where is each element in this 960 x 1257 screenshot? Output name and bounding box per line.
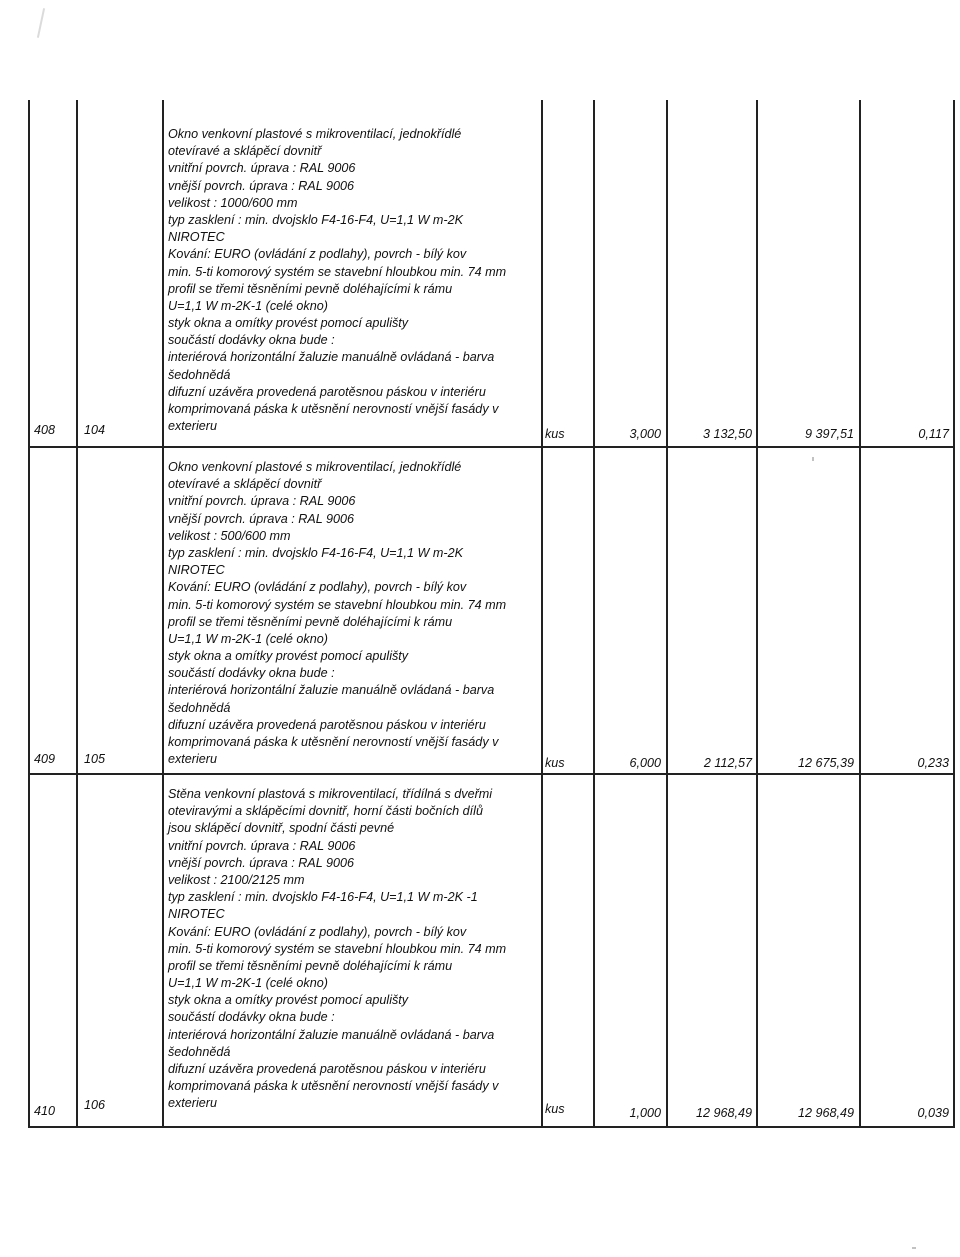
description-line: exterieru (168, 1096, 217, 1111)
description-line: exterieru (168, 419, 217, 434)
description-line: U=1,1 W m-2K-1 (celé okno) (168, 976, 328, 991)
description-line: vnitřní povrch. úprava : RAL 9006 (168, 494, 356, 509)
description-line: interiérová horizontální žaluzie manuálně ovládaná - barva (168, 683, 495, 698)
scan-artifact (812, 457, 814, 461)
description-line: vnitřní povrch. úprava : RAL 9006 (168, 161, 356, 176)
item-code: 106 (84, 1098, 106, 1112)
description-line: součástí dodávky okna bude : (168, 333, 335, 348)
description-line: U=1,1 W m-2K-1 (celé okno) (168, 631, 328, 646)
description-line: Kování: EURO (ovládání z podlahy), povrch - bílý kov (168, 247, 467, 262)
item-code: 105 (84, 752, 106, 766)
column-divider (859, 100, 861, 1127)
description-line: profil se třemi těsněními pevně doléhajícími k rámu (168, 281, 453, 296)
item-description (168, 126, 540, 435)
description-line: styk okna a omítky provést pomocí apulišty (168, 316, 409, 331)
description-line: min. 5-ti komorový systém se stavební hloubkou min. 74 mm (168, 597, 507, 612)
row-divider (28, 773, 955, 775)
description-line: vnější povrch. úprava : RAL 9006 (168, 855, 354, 870)
column-divider (162, 100, 164, 1127)
description-line: NIROTEC (168, 563, 225, 578)
description-line: komprimovaná páska k utěsnění nerovností vnější fasády v (168, 1079, 499, 1094)
item-description (168, 459, 540, 768)
unit: kus (545, 756, 565, 770)
item-number: 408 (34, 423, 56, 437)
description-line: Stěna venkovní plastová s mikroventilací, třídílná s dveřmi (168, 787, 493, 801)
description-line: Okno venkovní plastové s mikroventilací, jednokřídlé (168, 127, 462, 141)
unit: kus (545, 427, 565, 441)
description-line: vnější povrch. úprava : RAL 9006 (168, 178, 354, 193)
total-price: 9 397,51 (804, 427, 854, 441)
description-line: styk okna a omítky provést pomocí apulišty (168, 993, 409, 1008)
description-line: typ zasklení : min. dvojsklo F4-16-F4, U=1,1 W m-2K (168, 212, 463, 227)
description-line: min. 5-ti komorový systém se stavební hloubkou min. 74 mm (168, 264, 507, 279)
table-border-right (953, 100, 955, 1127)
column-divider (541, 100, 543, 1127)
description-line: Kování: EURO (ovládání z podlahy), povrch - bílý kov (168, 924, 467, 939)
description-line: interiérová horizontální žaluzie manuálně ovládaná - barva (168, 1027, 495, 1042)
description-line: šedohnědá (168, 700, 231, 715)
unit-price: 12 968,49 (695, 1106, 752, 1120)
description-line: velikost : 500/600 mm (168, 528, 291, 543)
description-line: Kování: EURO (ovládání z podlahy), povrch - bílý kov (168, 580, 467, 595)
weight: 0,233 (917, 756, 949, 770)
description-line: otevíravé a sklápěcí dovnitř (168, 477, 322, 492)
description-line: profil se třemi těsněními pevně doléhajícími k rámu (168, 958, 453, 973)
column-divider (756, 100, 758, 1127)
quantity: 6,000 (629, 756, 661, 770)
description-line: NIROTEC (168, 230, 225, 245)
description-line: NIROTEC (168, 907, 225, 922)
description-line: min. 5-ti komorový systém se stavební hloubkou min. 74 mm (168, 941, 507, 956)
item-code: 104 (84, 423, 106, 437)
description-line: difuzní uzávěra provedená parotěsnou páskou v interiéru (168, 1062, 486, 1076)
scan-artifact (912, 1247, 916, 1249)
description-line: exterieru (168, 752, 217, 767)
description-line: U=1,1 W m-2K-1 (celé okno) (168, 298, 328, 313)
description-line: styk okna a omítky provést pomocí apulišty (168, 649, 409, 664)
description-line: jsou sklápěcí dovnitř, spodní části pevné (168, 821, 395, 836)
weight: 0,039 (917, 1106, 949, 1120)
description-line: interiérová horizontální žaluzie manuálně ovládaná - barva (168, 350, 495, 365)
description-line: difuzní uzávěra provedená parotěsnou páskou v interiéru (168, 384, 486, 399)
description-line: součástí dodávky okna bude : (168, 666, 335, 681)
description-line: šedohnědá (168, 367, 231, 382)
description-line: vnější povrch. úprava : RAL 9006 (168, 511, 354, 526)
description-line: profil se třemi těsněními pevně doléhajícími k rámu (168, 614, 453, 629)
description-line: oteviravými a sklápěcími dovnitř, horní části bočních dílů (168, 804, 483, 819)
description-line: šedohnědá (168, 1044, 231, 1059)
row-divider (28, 446, 955, 448)
total-price: 12 968,49 (797, 1106, 854, 1120)
weight: 0,117 (918, 427, 949, 441)
description-line: typ zasklení : min. dvojsklo F4-16-F4, U=1,1 W m-2K (168, 545, 463, 560)
table-border-left (28, 100, 30, 1127)
description-line: komprimovaná páska k utěsnění nerovností vnější fasády v (168, 402, 499, 416)
quantity: 1,000 (629, 1106, 661, 1120)
item-number: 409 (34, 752, 56, 766)
column-divider (593, 100, 595, 1127)
description-line: typ zasklení : min. dvojsklo F4-16-F4, U=1,1 W m-2K -1 (168, 890, 478, 905)
description-line: difuzní uzávěra provedená parotěsnou páskou v interiéru (168, 717, 486, 732)
unit-price: 3 132,50 (702, 427, 752, 441)
item-number: 410 (34, 1104, 56, 1118)
table-border-bottom (28, 1126, 955, 1128)
description-line: komprimovaná páska k utěsnění nerovností vnější fasády v (168, 735, 499, 749)
description-line: velikost : 1000/600 mm (168, 195, 298, 210)
description-line: vnitřní povrch. úprava : RAL 9006 (168, 838, 356, 853)
unit: kus (545, 1102, 565, 1116)
unit-price: 2 112,57 (703, 756, 752, 770)
description-line: velikost : 2100/2125 mm (168, 872, 305, 887)
item-description (168, 786, 540, 1113)
description-line: Okno venkovní plastové s mikroventilací, jednokřídlé (168, 460, 462, 474)
total-price: 12 675,39 (797, 756, 854, 770)
quantity: 3,000 (629, 427, 661, 441)
column-divider (666, 100, 668, 1127)
column-divider (76, 100, 78, 1127)
description-line: otevíravé a sklápěcí dovnitř (168, 144, 322, 159)
description-line: součástí dodávky okna bude : (168, 1010, 335, 1025)
scan-artifact (37, 8, 45, 38)
